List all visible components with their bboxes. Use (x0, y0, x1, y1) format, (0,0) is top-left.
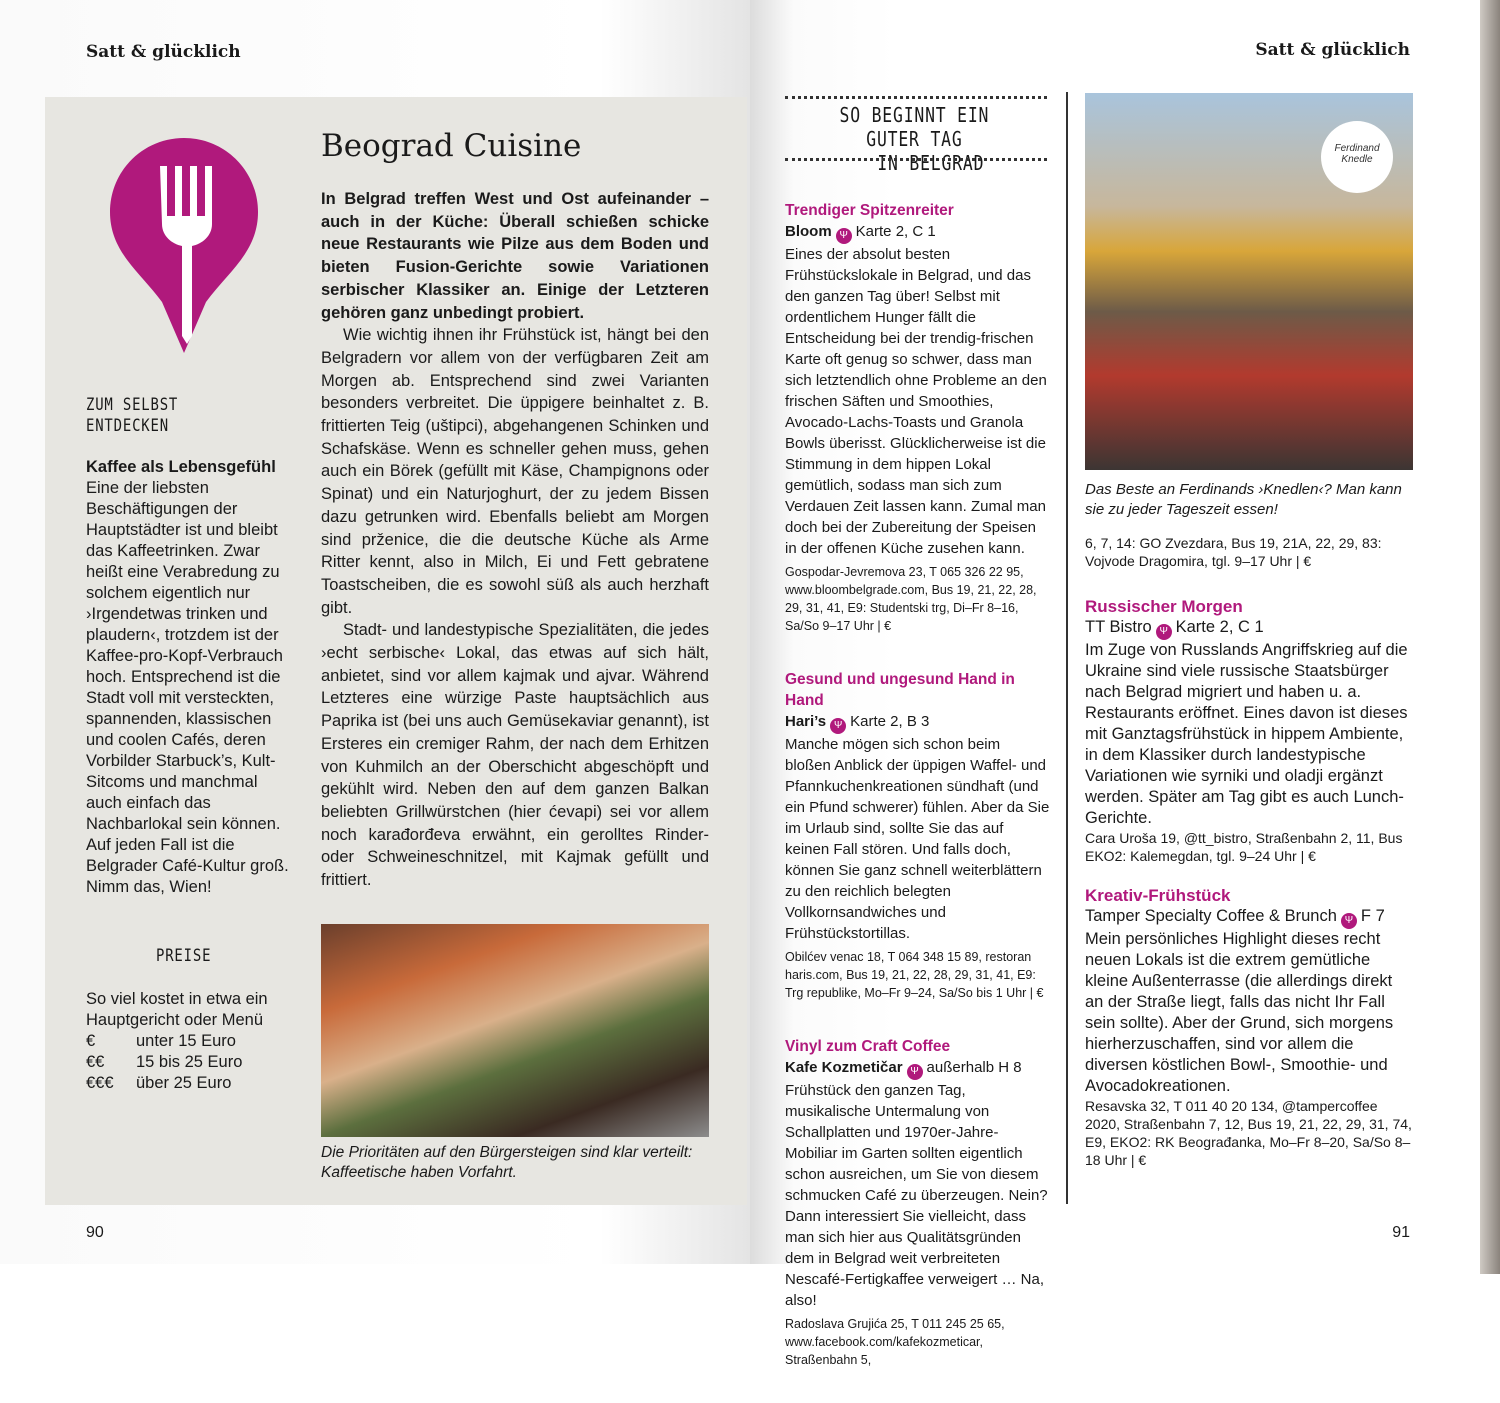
restaurant-entry (1085, 596, 1413, 865)
entry-text: Frühstück den ganzen Tag, musikalische Untermalung von Schallplatten und 1970er-Jahre-Mobiliar im Garten sollten eigentlich schon ausreichen, um Sie von diesem schmucken Café zu überzeugen. Nein? Dann interessiert Sie vielleicht, dass man sich hier aus Qualitätsgründen dem in Belgrad weit verbreiteten Nescafé-Fertigkaffee verweigert … Na, also! (785, 1082, 1048, 1309)
right-entries (1085, 596, 1413, 1169)
restaurant-entry (785, 669, 1050, 1002)
entry-name-line (1085, 617, 1413, 640)
sidebar-title: Kaffee als Lebensgefühl (86, 458, 276, 476)
sidebar-heading: ZUM SELBST ENTDECKEN (86, 395, 179, 436)
entry-subtitle: Russischer Morgen (1085, 597, 1243, 616)
restaurant-name: Kafe Kozmetičar (785, 1059, 903, 1076)
address-continued: 6, 7, 14: GO Zvezdara, Bus 19, 21A, 22, 29, 83: Vojvode Dragomira, tgl. 9–17 Uhr | € (1085, 535, 1382, 569)
box-title (816, 103, 1013, 175)
price-symbol: € (86, 1032, 96, 1050)
map-reference: Karte 2, B 3 (850, 713, 930, 730)
restaurant-name: Hari’s (785, 713, 827, 730)
article-title: Beograd Cuisine (321, 128, 582, 164)
price-list (86, 1031, 291, 1094)
fork-map-icon: Ψ (907, 1064, 923, 1080)
price-row (86, 1073, 291, 1094)
price-text: unter 15 Euro (136, 1032, 236, 1050)
photo-caption: Die Prioritäten auf den Bürgersteigen sind klar verteilt: Kaffeetische haben Vorfahrt. (321, 1144, 693, 1181)
prices-intro: So viel kostet in etwa ein Hauptgericht oder Menü (86, 990, 268, 1029)
entry-text: Mein persönliches Highlight dieses recht neuen Lokals ist die extrem gemütliche kleine Außenterrasse (die allerdings direkt an der Straße liegt, falls das nicht Ihr Fall sein sollte). Aber der Grund, sich morgens hierherzuschaffen, sind vor allem die diversen köstlichen Bowl-, Smoothie- und Avocadokreationen. (1085, 930, 1394, 1095)
divider (785, 158, 1047, 161)
breakfast-box (785, 200, 1050, 1403)
restaurant-entry (785, 1036, 1050, 1369)
entry-address: Resavska 32, T 011 40 20 134, @tampercoffee 2020, Straßenbahn 7, 12, Bus 19, 21, 22, 29, 31, 74, E9, EKO2: RK Beograđanka, Mo–Fr 8–20, Sa/So 8–18 Uhr | € (1085, 1098, 1412, 1168)
entry-address: Obilćev venac 18, T 064 348 15 89, restoran haris.com, Bus 19, 21, 22, 28, 29, 31, 41, E9: Trg republike, Mo–Fr 9–24, Sa/So bis 1 Uhr | € (785, 950, 1044, 1000)
photo-caption: Das Beste an Ferdinands ›Knedlen‹? Man kann sie zu jeder Tageszeit essen! (1085, 481, 1402, 518)
map-reference: außerhalb H 8 (926, 1059, 1022, 1076)
fork-map-icon: Ψ (1156, 624, 1172, 640)
price-row (86, 1031, 291, 1052)
map-reference: Karte 2, C 1 (855, 223, 936, 240)
running-head: Satt & glücklich (1255, 40, 1410, 60)
entry-address: Radoslava Grujića 25, T 011 245 25 65, www.facebook.com/kafekozmeticar, Straßenbahn 5, (785, 1317, 1005, 1367)
page-left (0, 0, 750, 1264)
right-column (1085, 480, 1413, 1189)
box-title-line: IN BELGRAD (877, 151, 985, 175)
restaurant-name: Bloom (785, 223, 832, 240)
street-cafe-photo (321, 924, 709, 1137)
entry-subtitle: Gesund und ungesund Hand in Hand (785, 671, 1015, 709)
article-lead: In Belgrad treffen West und Ost aufeinander – auch in der Küche: Überall schießen schicke neue Restaurants wie Pilze aus dem Boden und bieten Fusion-Gerichte sowie Variationen serbischer Klassiker an. Einige der Letzteren gehören ganz unbedingt probiert. (321, 190, 709, 322)
divider (785, 96, 1047, 99)
entry-subtitle: Kreativ-Frühstück (1085, 886, 1231, 905)
entry-text: Eines der absolut besten Frühstückslokale in Belgrad, und das den ganzen Tag über! Selbst mit ordentlichem Hunger fällt die Entscheidung bei der trendig-frischen Karte oft genug so schwer, dass man sich letztendlich ohne Probleme an den frischen Säften und Smoothies, Avocado-Lachs-Toasts und Granola Bowls überisst. Glücklicherweise ist die Stimmung in dem hippen Lokal gemütlich, sodass man sich zum Verdauen Zeit lassen kann. Zumal man doch bei der Zubereitung der Speisen in der offenen Küche zusehen kann. (785, 246, 1047, 557)
price-text: über 25 Euro (136, 1074, 232, 1092)
entry-address: Gospodar-Jevremova 23, T 065 326 22 95, www.bloombelgrade.com, Bus 19, 21, 22, 28, 29, 31, 41, E9: Studentski trg, Di–Fr 8–16, Sa/So 9–17 Uhr | € (785, 565, 1037, 633)
fork-pin-icon (110, 138, 258, 353)
map-reference: F 7 (1360, 907, 1385, 925)
page-number: 91 (1392, 1224, 1410, 1241)
article-paragraph: Stadt- und landestypische Spezialitäten, die jedes ›echt serbische‹ Lokal, das etwas auf sich hält, anbietet, sind vor allem kajmak und ajvar. Während Letzteres eine würzige Paste hauptsächlich aus Paprika ist (bei uns auch Gemüsekaviar genannt), ist Ersteres ein cremiger Rahm, der nach dem Erhitzen von Kuhmilch an der Oberschicht abgeschöpft und gekühlt wird. Neben den auf dem ganzen Balkan beliebten Grillwürstchen (hier ćevapi) sei vor allem noch karađorđeva erwähnt, ein gerolltes Rinder- oder Schweineschnitzel, mit Kajmak gefüllt und frittiert. (321, 621, 709, 890)
prices-heading: PREISE (156, 946, 212, 966)
entry-name-line (785, 1057, 1050, 1080)
entry-name-line (1085, 906, 1413, 929)
entry-text: Im Zuge von Russlands Angriffskrieg auf die Ukraine sind viele russische Staatsbürger nach Belgrad migriert und haben u. a. Restaurants eröffnet. Eines davon ist dieses mit Ganztagsfrühstück in hippem Ambiente, in dem Klassiker durch landestypische Variationen wie syrniki und oladji ergänzt werden. Später am Tag gibt es auch Lunch-Gerichte. (1085, 641, 1408, 827)
price-symbol: €€€ (86, 1074, 114, 1092)
price-text: 15 bis 25 Euro (136, 1053, 243, 1071)
entry-name-line (785, 711, 1050, 734)
cafe-sign: Ferdinand Knedle (1321, 121, 1393, 193)
restaurant-entry (1085, 885, 1413, 1169)
page-number: 90 (86, 1224, 104, 1241)
restaurant-name: TT Bistro (1085, 618, 1152, 636)
fork-map-icon: Ψ (836, 228, 852, 244)
entry-address: Cara Uroša 19, @tt_bistro, Straßenbahn 2, 11, Bus EKO2: Kalemegdan, tgl. 9–24 Uhr | € (1085, 830, 1403, 864)
column-rule (1066, 92, 1068, 1204)
book-edge-right (1480, 0, 1500, 1274)
fork-map-icon: Ψ (830, 718, 846, 734)
restaurant-entry (785, 200, 1050, 635)
box-title-line: SO BEGINNT EIN GUTER TAG (839, 103, 990, 151)
entry-name-line (785, 221, 1050, 244)
article-paragraph: Wie wichtig ihnen ihr Frühstück ist, hängt bei den Belgradern vor allem von der verfügbaren Zeit am Morgen ab. Entsprechend sind zwei Varianten besonders verbreitet. Die üppigere beinhaltet z. B. frittierten Teig (uštipci), abgehangenen Schinken und Schafskäse. Wenn es schneller gehen muss, gehen auch ein Börek (gefüllt mit Käse, Champignons oder Spinat) und ein Naturjoghurt, der zu jedem Bissen dazu getrunken wird. Ebenfalls beliebt am Morgen sind prženice, die die deutsche Küche als Arme Ritter kennt, also in Milch, Ei und Fett gebratene Toastscheiben, die es sowohl süß als auch herzhaft gibt. (321, 326, 709, 617)
running-head: Satt & glücklich (86, 42, 241, 62)
sidebar (86, 395, 291, 1094)
price-symbol: €€ (86, 1053, 105, 1071)
restaurant-name: Tamper Specialty Coffee & Brunch (1085, 907, 1337, 925)
fork-map-icon: Ψ (1341, 913, 1357, 929)
article-body (321, 188, 709, 892)
ferdinand-cafe-photo (1085, 93, 1413, 470)
entry-subtitle: Trendiger Spitzenreiter (785, 202, 954, 219)
entry-subtitle: Vinyl zum Craft Coffee (785, 1038, 951, 1055)
map-reference: Karte 2, C 1 (1175, 618, 1264, 636)
price-row (86, 1052, 291, 1073)
entry-text: Manche mögen sich schon beim bloßen Anblick der üppigen Waffel- und Pfannkuchenkreationen sündhaft (und ein Pfund schwerer) fühlen. Aber da Sie im Urlaub sind, sollte Sie das auf keinen Fall stören. Und falls doch, können Sie ganz schnell weiterblättern zu den reichlich belegten Vollkornsandwiches und Frühstückstortillas. (785, 736, 1050, 942)
sidebar-text: Eine der liebsten Beschäftigungen der Hauptstädter ist und bleibt das Kaffeetrinken. Zwar heißt eine Verabredung zu solchem eigentlich nur ›Irgendetwas trinken und plaudern‹, trotzdem ist der Kaffee-pro-Kopf-Verbrauch hoch. Entsprechend ist die Stadt voll mit versteckten, spannenden, klassischen und coolen Cafés, deren Vorbilder Starbuck’s, Kult-Sitcoms und manchmal auch einfach das Nachbarlokal sein können. Auf jeden Fall ist die Belgrader Café-Kultur groß. Nimm das, Wien! (86, 479, 289, 896)
